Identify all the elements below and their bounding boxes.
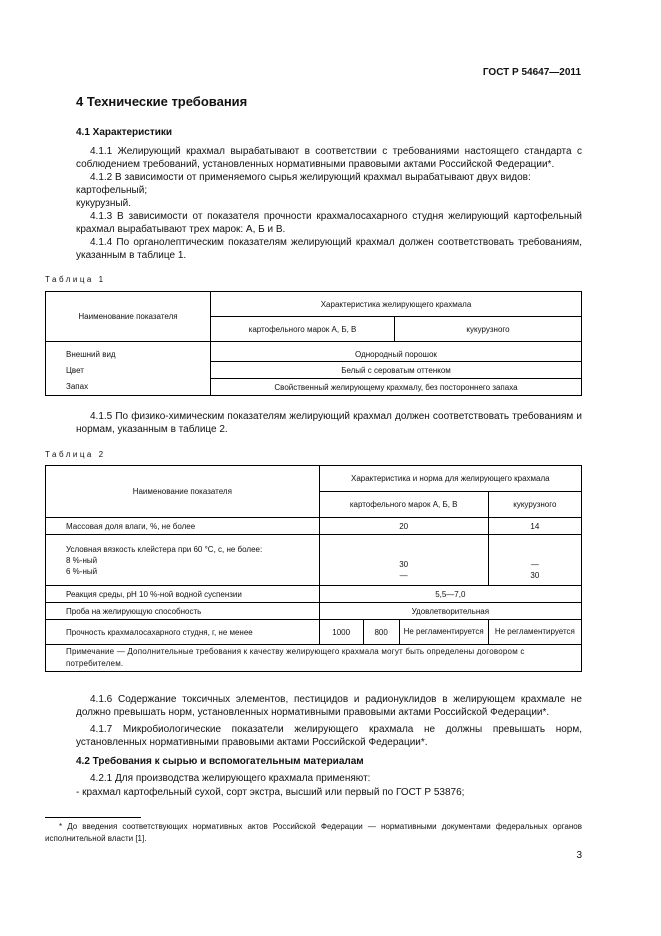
table-1 bbox=[45, 291, 582, 396]
table2-cell-strength-b: 800 bbox=[363, 620, 399, 645]
table2-row-viscosity bbox=[46, 535, 320, 586]
table1-row-name: Внешний вид bbox=[46, 348, 211, 362]
table2-row-ph: Реакция среды, рН 10 %-ной водной суспензии bbox=[46, 586, 320, 603]
paragraph-4-1-7: 4.1.7 Микробиологические показатели желирующего крахмала не должны превышать норм, установленных нормативными правовыми актами Российской Федерации*. bbox=[76, 724, 582, 748]
viscosity-potato-8: 30 bbox=[399, 560, 409, 569]
table2-cell-potato: 20 bbox=[319, 518, 488, 535]
viscosity-sub-6: 6 %-ный bbox=[66, 566, 98, 576]
viscosity-corn-8: — bbox=[530, 560, 539, 569]
table2-row-strength: Прочность крахмалосахарного студня, г, не менее bbox=[46, 620, 320, 645]
viscosity-corn-6: 30 bbox=[530, 571, 540, 580]
table2-header-name: Наименование показателя bbox=[46, 466, 320, 518]
page-number: 3 bbox=[576, 850, 582, 861]
document-code: ГОСТ Р 54647—2011 bbox=[482, 67, 581, 78]
table2-header-potato: картофельного марок А, Б, В bbox=[319, 492, 488, 518]
table2-header-corn: кукурузного bbox=[488, 492, 581, 518]
table1-header-characteristic: Характеристика желирующего крахмала bbox=[211, 292, 582, 317]
table2-row-moisture: Массовая доля влаги, %, не более bbox=[46, 518, 320, 535]
table2-cell-corn bbox=[488, 535, 581, 586]
subsection-title-characteristics: 4.1 Характеристики bbox=[76, 127, 173, 138]
table1-header-potato: картофельного марок А, Б, В bbox=[211, 317, 395, 342]
table2-cell-strength-corn: Не регламентируется bbox=[488, 620, 581, 645]
table2-cell-ph: 5,5—7,0 bbox=[319, 586, 581, 603]
paragraph-4-1-6: 4.1.6 Содержание токсичных элементов, пестицидов и радионуклидов в желирующем крахмале не должно превышать норм, установленных нормативными правовыми актами Российской Федерации*. bbox=[76, 694, 582, 718]
table2-cell-strength-a: 1000 bbox=[319, 620, 363, 645]
subsection-title-raw-materials: 4.2 Требования к сырью и вспомогательным материалам bbox=[76, 756, 364, 767]
viscosity-potato-6: — bbox=[399, 571, 408, 580]
section-title: 4 Технические требования bbox=[76, 94, 248, 109]
viscosity-label: Условная вязкость клейстера при 60 °С, с, не более: bbox=[66, 544, 263, 554]
table2-cell-corn: 14 bbox=[488, 518, 581, 535]
table2-caption: Таблица 2 bbox=[45, 450, 106, 459]
paragraph-4-1-1: 4.1.1 Желирующий крахмал вырабатывают в соответствии с требованиями настоящего стандарта с соблюдением требований, установленных нормативными правовыми актами Российской Федерации*. bbox=[76, 146, 582, 170]
table2-header-characteristic: Характеристика и норма для желирующего крахмала bbox=[319, 466, 581, 492]
table2-note: Примечание — Дополнительные требования к качеству желирующего крахмала могут быть определены договором с потребителем. bbox=[46, 645, 582, 672]
table1-row-name: Запах bbox=[46, 379, 211, 396]
table2-cell-strength-c: Не регламентируется bbox=[399, 620, 488, 645]
table1-row-value: Белый с сероватым оттенком bbox=[211, 362, 582, 379]
paragraph-4-2-1: 4.2.1 Для производства желирующего крахмала применяют: bbox=[90, 773, 371, 784]
paragraph-4-1-3: 4.1.3 В зависимости от показателя прочности крахмалосахарного студня желирующий картофельный крахмал вырабатывают трех марок: А, Б и В. bbox=[76, 211, 582, 235]
list-item-potato-starch: - крахмал картофельный сухой, сорт экстра, высший или первый по ГОСТ Р 53876; bbox=[76, 787, 465, 798]
paragraph-4-1-2: 4.1.2 В зависимости от применяемого сырья желирующий крахмал вырабатывают двух видов: bbox=[90, 172, 531, 183]
table1-row-value: Однородный порошок bbox=[211, 348, 582, 362]
table2-cell-gel-test: Удовлетворительная bbox=[319, 603, 581, 620]
paragraph-4-1-5: 4.1.5 По физико-химическим показателям желирующий крахмал должен соответствовать требованиям и нормам, указанным в таблице 2. bbox=[76, 411, 582, 435]
table1-header-corn: кукурузного bbox=[395, 317, 582, 342]
footnote-divider bbox=[45, 817, 141, 818]
table1-row-name: Цвет bbox=[46, 362, 211, 379]
table1-caption: Таблица 1 bbox=[45, 275, 106, 284]
paragraph-4-1-4: 4.1.4 По органолептическим показателям желирующий крахмал должен соответствовать требованиям, указанным в таблице 1. bbox=[76, 237, 582, 261]
footnote: * До введения соответствующих нормативных актов Российской Федерации — нормативными документами федеральных органов исполнительной власти [1]. bbox=[45, 822, 582, 843]
table1-row-value: Свойственный желирующему крахмалу, без постороннего запаха bbox=[211, 379, 582, 396]
table2-row-gel-test: Проба на желирующую способность bbox=[46, 603, 320, 620]
list-item-corn: кукурузный. bbox=[76, 198, 131, 209]
table-2 bbox=[45, 465, 582, 672]
table1-header-name: Наименование показателя bbox=[46, 292, 211, 342]
list-item-potato: картофельный; bbox=[76, 185, 148, 196]
viscosity-sub-8: 8 %-ный bbox=[66, 555, 98, 565]
table2-cell-potato bbox=[319, 535, 488, 586]
